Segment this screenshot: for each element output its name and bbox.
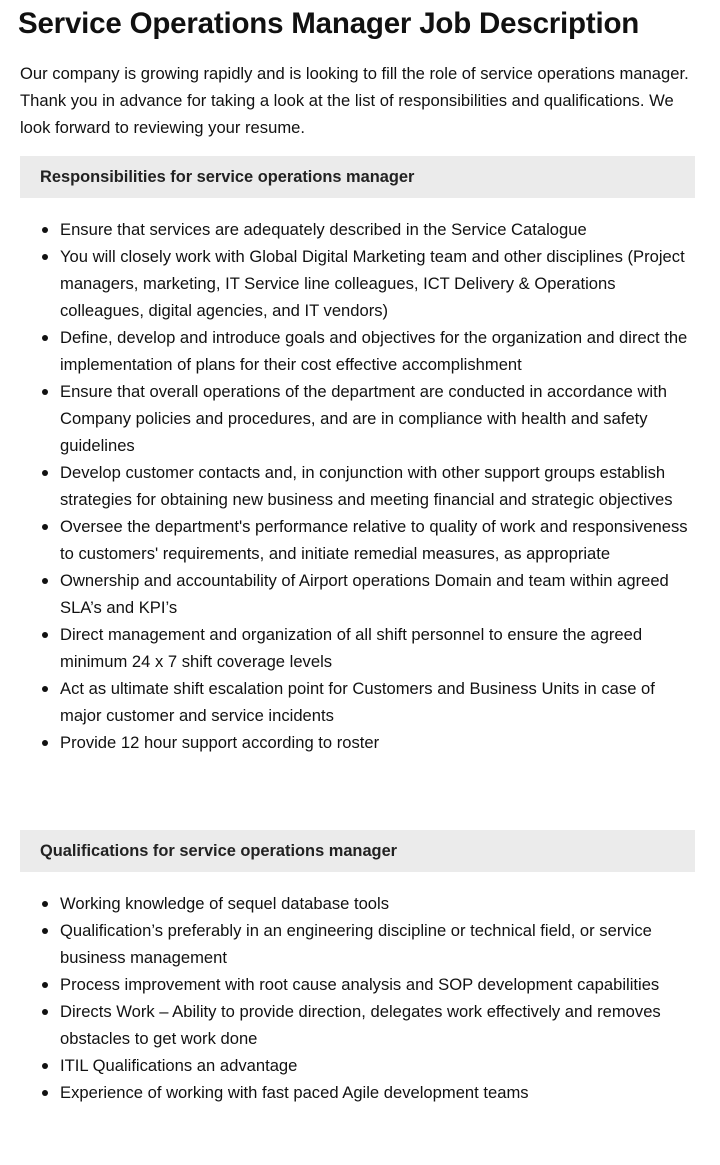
bullet-icon bbox=[42, 335, 48, 341]
list-item-text: Define, develop and introduce goals and objectives for the organization and direct the implementation of plans for their cost effective accomplishment bbox=[60, 328, 688, 374]
list-item bbox=[20, 917, 695, 971]
bullet-icon bbox=[42, 686, 48, 692]
list-item bbox=[20, 216, 695, 243]
bullet-icon bbox=[42, 524, 48, 530]
list-item bbox=[20, 513, 695, 567]
list-item bbox=[20, 675, 695, 729]
bullet-icon bbox=[42, 901, 48, 907]
bullet-icon bbox=[42, 470, 48, 476]
responsibilities-list bbox=[20, 216, 695, 756]
list-item-text: Ensure that overall operations of the department are conducted in accordance with Company policies and procedures, and are in compliance with health and safety guidelines bbox=[60, 382, 667, 455]
list-item-text: Qualification’s preferably in an engineering discipline or technical field, or service business management bbox=[60, 921, 652, 967]
bullet-icon bbox=[42, 1009, 48, 1015]
list-item bbox=[20, 621, 695, 675]
list-item-text: Ensure that services are adequately described in the Service Catalogue bbox=[60, 220, 587, 239]
list-item-text: Oversee the department's performance relative to quality of work and responsiveness to customers' requirements, and initiate remedial measures, as appropriate bbox=[60, 517, 688, 563]
bullet-icon bbox=[42, 578, 48, 584]
list-item-text: Working knowledge of sequel database tools bbox=[60, 894, 390, 913]
bullet-icon bbox=[42, 928, 48, 934]
bullet-icon bbox=[42, 1063, 48, 1069]
qualifications-section bbox=[20, 830, 695, 1106]
bullet-icon bbox=[42, 740, 48, 746]
list-item bbox=[20, 998, 695, 1052]
list-item-text: Develop customer contacts and, in conjunction with other support groups establish strategies for obtaining new business and meeting financial and strategic objectives bbox=[60, 463, 673, 509]
list-item-text: Experience of working with fast paced Agile development teams bbox=[60, 1083, 529, 1102]
list-item bbox=[20, 1079, 695, 1106]
list-item-text: Ownership and accountability of Airport operations Domain and team within agreed SLA’s and KPI’s bbox=[60, 571, 669, 617]
list-item-text: Provide 12 hour support according to roster bbox=[60, 733, 380, 752]
page-title: Service Operations Manager Job Description bbox=[18, 7, 640, 40]
bullet-icon bbox=[42, 982, 48, 988]
list-item-text: You will closely work with Global Digital Marketing team and other disciplines (Project managers, marketing, IT Service line colleagues, ICT Delivery & Operations colleagues, digital agencies, and IT vendors) bbox=[60, 247, 685, 320]
list-item-text: Direct management and organization of all shift personnel to ensure the agreed minimum 24 x 7 shift coverage levels bbox=[60, 625, 643, 671]
list-item-text: Directs Work – Ability to provide direction, delegates work effectively and removes obstacles to get work done bbox=[60, 1002, 661, 1048]
list-item bbox=[20, 324, 695, 378]
list-item bbox=[20, 243, 695, 324]
list-item-text: Act as ultimate shift escalation point for Customers and Business Units in case of major customer and service incidents bbox=[60, 679, 655, 725]
qualifications-list bbox=[20, 890, 695, 1106]
intro-paragraph: Our company is growing rapidly and is looking to fill the role of service operations manager. Thank you in advance for taking a look at the list of responsibilities and qualifications. We look forward to reviewing your resume. bbox=[20, 64, 689, 137]
list-item bbox=[20, 729, 695, 756]
bullet-icon bbox=[42, 254, 48, 260]
bullet-icon bbox=[42, 389, 48, 395]
bullet-icon bbox=[42, 632, 48, 638]
list-item bbox=[20, 890, 695, 917]
responsibilities-section bbox=[20, 156, 695, 756]
list-item bbox=[20, 971, 695, 998]
list-item bbox=[20, 567, 695, 621]
responsibilities-heading: Responsibilities for service operations manager bbox=[20, 156, 695, 198]
list-item bbox=[20, 378, 695, 459]
qualifications-heading: Qualifications for service operations manager bbox=[20, 830, 695, 872]
bullet-icon bbox=[42, 1090, 48, 1096]
list-item bbox=[20, 1052, 695, 1079]
list-item bbox=[20, 459, 695, 513]
list-item-text: Process improvement with root cause analysis and SOP development capabilities bbox=[60, 975, 660, 994]
bullet-icon bbox=[42, 227, 48, 233]
list-item-text: ITIL Qualifications an advantage bbox=[60, 1056, 298, 1075]
